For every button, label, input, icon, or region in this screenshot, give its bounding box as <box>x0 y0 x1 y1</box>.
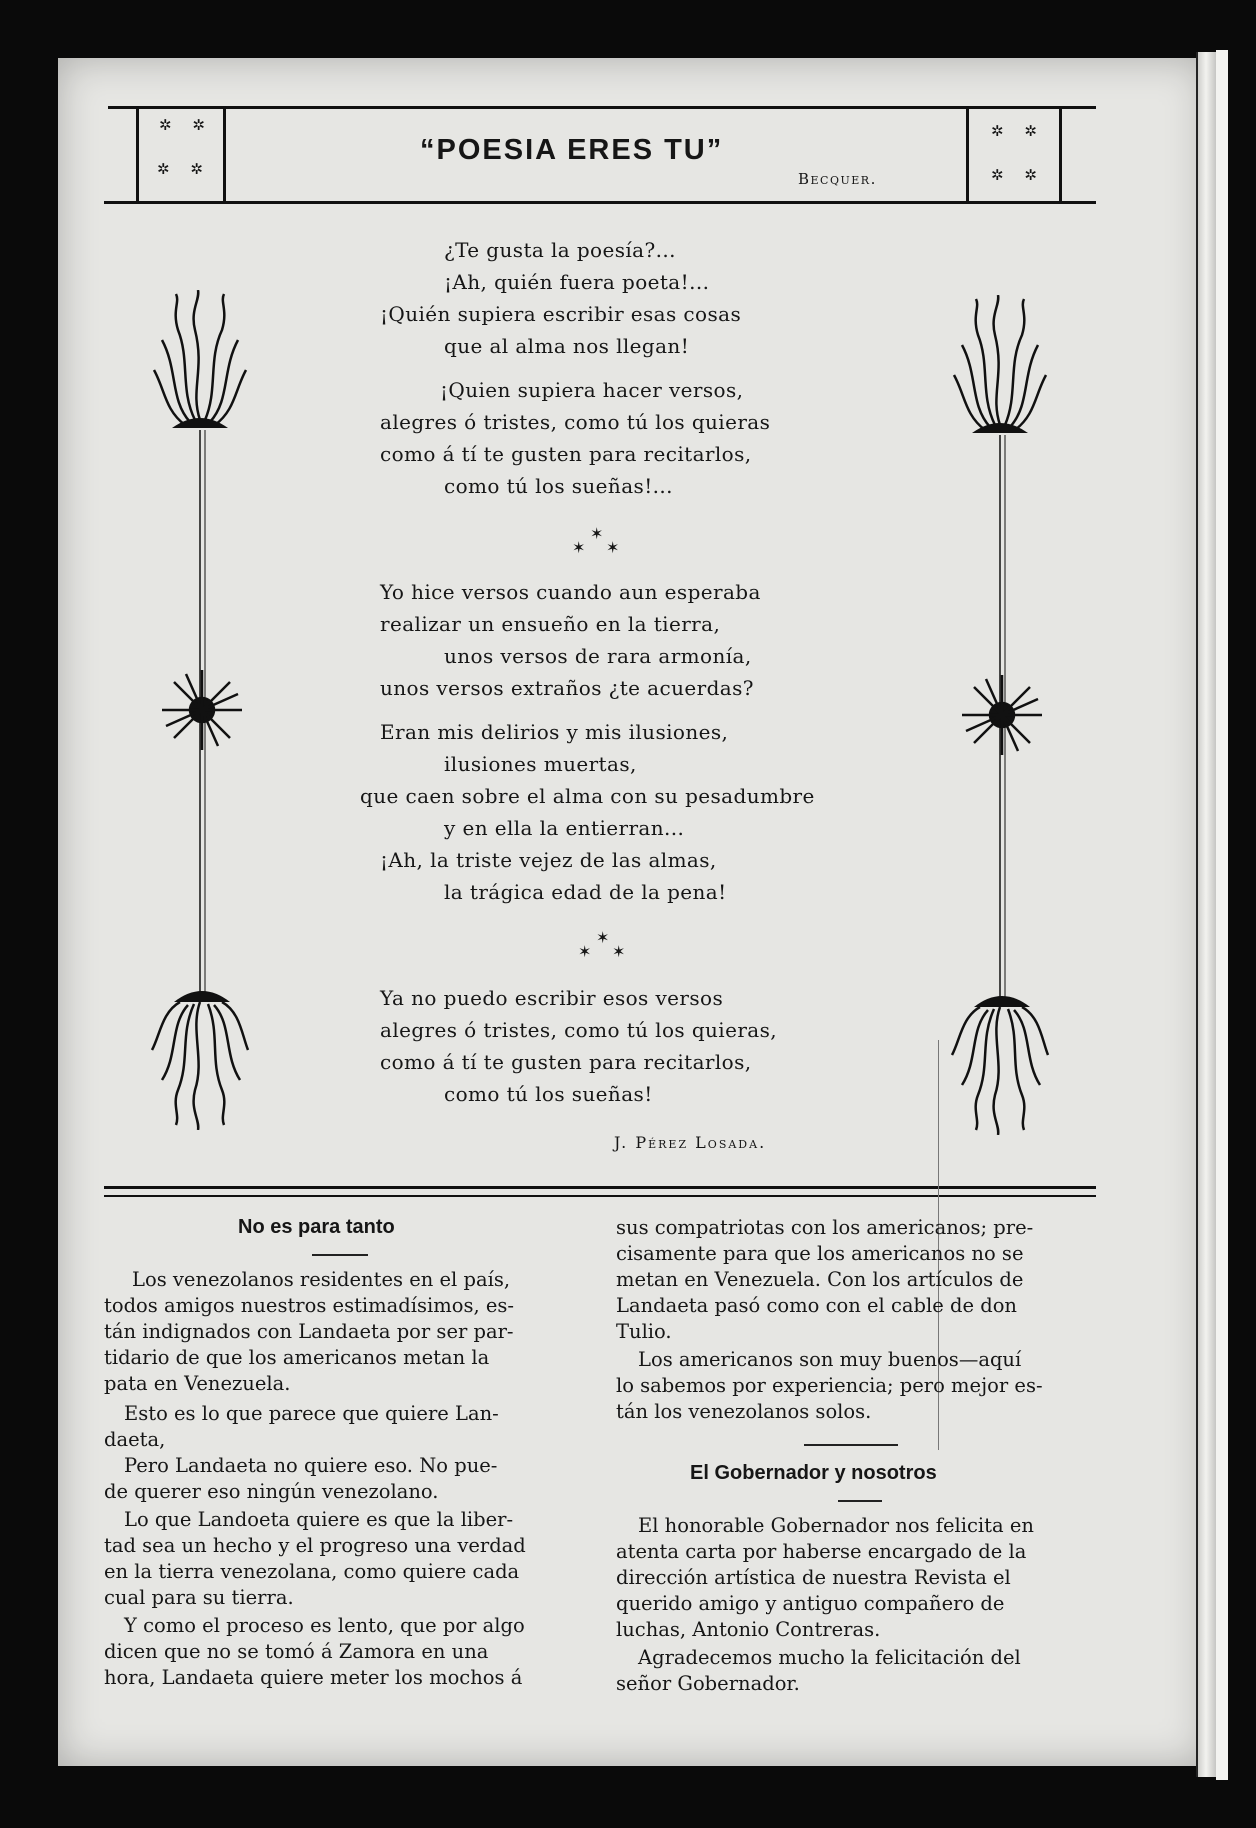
article-line: señor Gobernador. <box>616 1672 800 1695</box>
poem-line: Ya no puedo escribir esos versos <box>380 986 724 1010</box>
poem-line: Eran mis delirios y mis ilusiones, <box>380 720 729 744</box>
section-rule-bottom <box>104 1195 1096 1197</box>
article-line: Los venezolanos residentes en el país, <box>132 1268 511 1291</box>
article-line: sus compatriotas con los americanos; pre- <box>616 1216 1034 1239</box>
article-line: El honorable Gobernador nos felicita en <box>638 1514 1034 1537</box>
article-line: cisamente para que los americanos no se <box>616 1242 1024 1265</box>
poem-line: Yo hice versos cuando aun esperaba <box>380 580 761 604</box>
article-line: Los americanos son muy buenos—aquí <box>638 1348 1022 1371</box>
poem-line: ¿Te gusta la poesía?... <box>444 238 676 262</box>
page-title: “POESIA ERES TU” <box>420 134 724 166</box>
stanza-separator: ✶ ✶ ✶ <box>572 524 620 557</box>
page-edge <box>1216 50 1228 1780</box>
article-title: No es para tanto <box>238 1216 395 1238</box>
poem-line: realizar un ensueño en la tierra, <box>380 612 721 636</box>
poem-line: ¡Ah, quién fuera poeta!... <box>444 270 710 294</box>
stanza-separator: ✶ ✶ ✶ <box>578 928 626 961</box>
article-line: Agradecemos mucho la felicitación del <box>638 1646 1021 1669</box>
poem-signature: J. Pérez Losada. <box>614 1133 767 1152</box>
poem-line: como á tí te gusten para recitarlos, <box>380 1050 752 1074</box>
title-underline <box>312 1254 368 1256</box>
star-row-2: ✲ ✲ <box>991 166 1045 184</box>
poem-line: la trágica edad de la pena! <box>444 880 727 904</box>
poem-line: como á tí te gusten para recitarlos, <box>380 442 752 466</box>
article-line: dicen que no se tomó á Zamora en una <box>104 1640 489 1663</box>
right-ornament-column <box>950 295 1050 1135</box>
header-right-star-box <box>966 106 1062 201</box>
poem-line: como tú los sueñas!... <box>444 474 673 498</box>
article-line: dirección artística de nuestra Revista el <box>616 1566 1011 1589</box>
article-line: tán los venezolanos solos. <box>616 1400 872 1423</box>
article-line: cual para su tierra. <box>104 1586 294 1609</box>
article-line: Lo que Landoeta quiere es que la liber- <box>124 1508 514 1531</box>
article-line: tidario de que los americanos metan la <box>104 1346 490 1369</box>
poem-line: unos versos de rara armonía, <box>444 644 752 668</box>
binding-strip <box>1196 52 1218 1777</box>
poem-line: ilusiones muertas, <box>444 752 637 776</box>
poem-line: que caen sobre el alma con su pesadumbre <box>360 784 815 808</box>
article-line: todos amigos nuestros estimadísimos, es- <box>104 1294 515 1317</box>
header-bottom-rule <box>104 201 1096 204</box>
poem-line: ¡Ah, la triste vejez de las almas, <box>380 848 717 872</box>
poem-line: y en ella la entierran... <box>444 816 685 840</box>
article-line: lo sabemos por experiencia; pero mejor es- <box>616 1374 1043 1397</box>
article-line: hora, Landaeta quiere meter los mochos á <box>104 1666 523 1689</box>
section-rule-top <box>104 1186 1096 1189</box>
poem-line: como tú los sueñas! <box>444 1082 653 1106</box>
header-left-star-box <box>136 106 226 201</box>
article-separator <box>804 1444 898 1446</box>
article-line: Landaeta pasó como con el cable de don <box>616 1294 1017 1317</box>
star-row-2: ✲ ✲ <box>157 160 211 178</box>
poem-line: alegres ó tristes, como tú los quieras <box>380 410 771 434</box>
star-row-1: ✲ ✲ <box>991 122 1045 140</box>
star-row-1: ✲ ✲ <box>159 116 213 134</box>
left-ornament-column <box>150 290 250 1130</box>
header-top-rule <box>108 106 1096 109</box>
article-line: Pero Landaeta no quiere eso. No pue- <box>124 1454 498 1477</box>
poem-line: ¡Quién supiera escribir esas cosas <box>380 302 742 326</box>
article-line: tán indignados con Landaeta por ser par- <box>104 1320 514 1343</box>
article-line: atenta carta por haberse encargado de la <box>616 1540 1027 1563</box>
poem-line: ¡Quien supiera hacer versos, <box>440 378 744 402</box>
poem-line: unos versos extraños ¿te acuerdas? <box>380 676 754 700</box>
title-attribution: Becquer. <box>798 170 877 188</box>
article-line: pata en Venezuela. <box>104 1372 291 1395</box>
article-line: metan en Venezuela. Con los artículos de <box>616 1268 1024 1291</box>
article-line: Tulio. <box>616 1320 672 1343</box>
title-underline <box>838 1500 882 1502</box>
poem-line: que al alma nos llegan! <box>444 334 690 358</box>
article-line: querido amigo y antiguo compañero de <box>616 1592 1005 1615</box>
poem-line: alegres ó tristes, como tú los quieras, <box>380 1018 778 1042</box>
article-line: Esto es lo que parece que quiere Lan- <box>124 1402 499 1425</box>
article-title: El Gobernador y nosotros <box>690 1462 937 1484</box>
article-line: de querer eso ningún venezolano. <box>104 1480 439 1503</box>
article-line: en la tierra venezolana, como quiere cada <box>104 1560 520 1583</box>
article-line: Y como el proceso es lento, que por algo <box>124 1614 525 1637</box>
article-line: daeta, <box>104 1428 166 1451</box>
article-line: luchas, Antonio Contreras. <box>616 1618 881 1641</box>
article-line: tad sea un hecho y el progreso una verdad <box>104 1534 526 1557</box>
